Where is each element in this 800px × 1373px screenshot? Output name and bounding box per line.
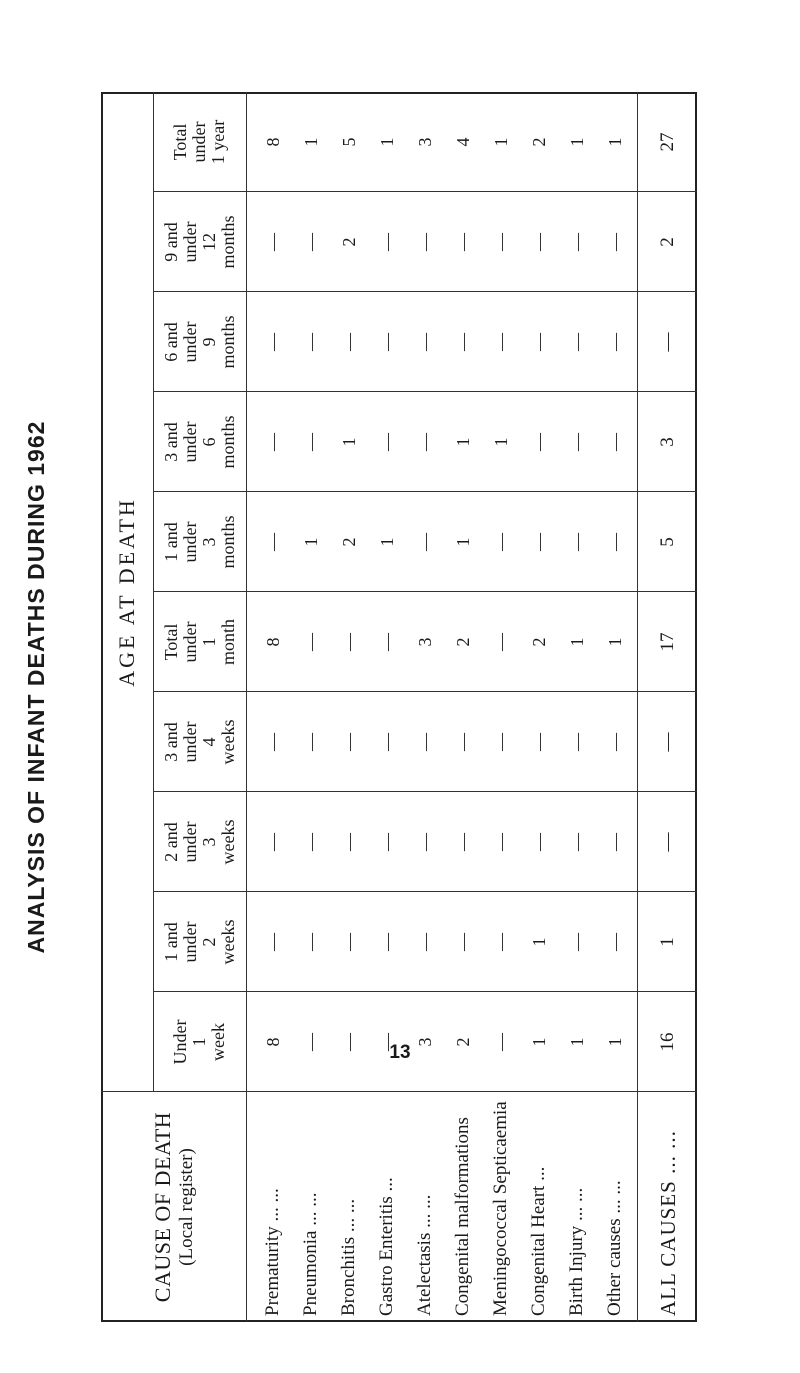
table-cell: — [452, 233, 473, 251]
table-cell: — [566, 333, 587, 351]
column-header-line: 3 [198, 537, 219, 547]
column-header-line: 3 and [160, 422, 181, 462]
table-cell: — [604, 533, 625, 551]
cause-label: Pneumonia ... ... [300, 1192, 321, 1316]
table-cell: — [376, 633, 397, 651]
table-cell: — [528, 533, 549, 551]
table-cell: 1 [452, 537, 473, 547]
table-cell: 1 [604, 1037, 625, 1047]
table-cell: — [528, 833, 549, 851]
table-cell: — [414, 933, 435, 951]
total-cell: 27 [657, 132, 678, 152]
page-number: 13 [389, 1042, 411, 1063]
table-cell: 1 [300, 537, 321, 547]
table-cell: 2 [338, 537, 359, 547]
table-cell: — [452, 333, 473, 351]
column-header-line: under [179, 221, 200, 263]
table-cell: — [490, 733, 511, 751]
cause-label: Birth Injury ... ... [566, 1187, 587, 1316]
table-cell: — [300, 333, 321, 351]
total-cell: 3 [657, 437, 678, 447]
column-header-line: 4 [198, 737, 219, 747]
cause-label: Bronchitis ... ... [338, 1198, 359, 1316]
column-header-line: under [189, 121, 209, 163]
table-cell: 2 [528, 137, 549, 147]
column-header-line: under [179, 321, 200, 363]
table-cell: 3 [414, 637, 435, 647]
table-cell: 1 [566, 137, 587, 147]
table-cell: — [452, 933, 473, 951]
total-cell: 2 [657, 237, 678, 247]
total-row-label: ALL CAUSES ... ... [656, 1130, 680, 1316]
table-cell: — [566, 433, 587, 451]
total-cell: — [657, 732, 678, 752]
table-cell: — [604, 433, 625, 451]
table-cell: — [604, 333, 625, 351]
table-cell: — [376, 433, 397, 451]
table-cell: — [490, 333, 511, 351]
cause-label: Congenital Heart ... [528, 1166, 549, 1316]
column-header [153, 192, 246, 292]
table-cell: — [528, 333, 549, 351]
table-cell: 1 [338, 437, 359, 447]
table-cell: — [604, 233, 625, 251]
table-cell: — [262, 333, 283, 351]
table-cell: 1 [300, 137, 321, 147]
column-header [153, 292, 246, 392]
column-header-line: 1 and [160, 522, 181, 562]
cause-label: Prematurity ... ... [262, 1188, 283, 1316]
column-header-line: under [179, 721, 200, 763]
table-cell: — [452, 733, 473, 751]
table-cell: 3 [414, 137, 435, 147]
cause-label: Atelectasis ... ... [414, 1194, 435, 1316]
table-cell: 3 [414, 1037, 435, 1047]
column-header-line: under [179, 621, 200, 663]
table-cell: 1 [376, 137, 397, 147]
column-header-line: months [217, 315, 238, 369]
table-cell: — [300, 433, 321, 451]
total-cell: 1 [657, 937, 678, 947]
table-cell: — [338, 1033, 359, 1051]
table-cell: — [376, 933, 397, 951]
column-header-line: weeks [217, 719, 238, 765]
table-cell: — [490, 633, 511, 651]
age-heading-rule [153, 92, 154, 1092]
column-header-line: 2 [198, 937, 219, 947]
column-header-line: 6 and [160, 322, 181, 362]
table-cell: — [604, 733, 625, 751]
column-header-line: Total [170, 123, 190, 161]
total-cell: 17 [657, 632, 678, 652]
infant-deaths-table [101, 92, 697, 1322]
total-cell: 16 [657, 1032, 678, 1052]
table-cell: — [300, 1033, 321, 1051]
table-cell: — [338, 933, 359, 951]
table-cell: — [414, 333, 435, 351]
table-cell: — [338, 733, 359, 751]
column-header-line: weeks [217, 919, 238, 965]
table-cell: — [376, 233, 397, 251]
column-header-line: week [208, 1023, 228, 1061]
cause-heading-title: CAUSE OF DEATH [149, 1111, 175, 1303]
table-cell: — [414, 433, 435, 451]
table-cell: — [490, 833, 511, 851]
cause-heading-subtitle: (Local register) [175, 1148, 197, 1266]
table-cell: 8 [262, 637, 283, 647]
column-header-line: under [179, 521, 200, 563]
table-cell: — [604, 833, 625, 851]
table-cell: — [566, 833, 587, 851]
column-header-line: Total [160, 623, 181, 661]
table-cell: — [414, 733, 435, 751]
total-cell: — [657, 832, 678, 852]
table-cell: — [414, 533, 435, 551]
table-cell: 1 [490, 137, 511, 147]
page-title: ANALYSIS OF INFANT DEATHS DURING 1962 [23, 420, 49, 954]
column-header [153, 392, 246, 492]
table-cell: 1 [566, 637, 587, 647]
table-cell: 1 [528, 1037, 549, 1047]
column-header-line: 1 [198, 637, 219, 647]
table-cell: — [490, 233, 511, 251]
table-cell: 1 [528, 937, 549, 947]
table-cell: — [414, 233, 435, 251]
table-cell: 2 [452, 1037, 473, 1047]
cause-heading [101, 1092, 246, 1322]
column-header-line: month [217, 619, 238, 666]
column-header [153, 492, 246, 592]
table-cell: 1 [452, 437, 473, 447]
table-cell: — [338, 833, 359, 851]
column-header [153, 592, 246, 692]
column-header [153, 692, 246, 792]
total-cell: 5 [657, 537, 678, 547]
table-cell: 1 [566, 1037, 587, 1047]
column-header-line: weeks [217, 819, 238, 865]
table-cell: — [338, 333, 359, 351]
table-cell: 1 [376, 537, 397, 547]
table-cell: — [262, 933, 283, 951]
column-header-line: months [217, 515, 238, 569]
table-cell: 1 [604, 137, 625, 147]
column-header-line: months [217, 415, 238, 469]
table-cell: — [528, 233, 549, 251]
table-cell: — [338, 633, 359, 651]
table-cell: 8 [262, 1037, 283, 1047]
table-cell: — [262, 533, 283, 551]
column-header-line: 3 [198, 837, 219, 847]
table-cell: 1 [604, 637, 625, 647]
column-header [153, 92, 246, 192]
cause-label: Meningococcal Septicaemia [490, 1101, 511, 1316]
column-header-line: 9 [198, 337, 219, 347]
table-cell: — [528, 433, 549, 451]
table-cell: — [262, 733, 283, 751]
column-header-line: 1 year [208, 119, 228, 165]
column-header-line: 12 [198, 233, 219, 251]
table-cell: 1 [490, 437, 511, 447]
table-cell: — [376, 733, 397, 751]
table-cell: — [376, 1033, 397, 1051]
total-cell: — [657, 332, 678, 352]
table-cell: — [604, 933, 625, 951]
table-cell: — [300, 633, 321, 651]
table-cell: — [566, 533, 587, 551]
table-cell: — [300, 733, 321, 751]
table-cell: — [262, 833, 283, 851]
table-cell: — [566, 233, 587, 251]
column-header-line: months [217, 215, 238, 269]
table-cell: 5 [338, 137, 359, 147]
table-cell: — [300, 933, 321, 951]
column-header-line: 2 and [160, 822, 181, 862]
column-header-line: 9 and [160, 222, 181, 262]
table-cell: 4 [452, 137, 473, 147]
column-header-line: 6 [198, 437, 219, 447]
column-header [153, 792, 246, 892]
table-cell: 2 [528, 637, 549, 647]
table-cell: — [300, 233, 321, 251]
column-header-line: under [179, 921, 200, 963]
table-cell: — [490, 933, 511, 951]
table-cell: — [490, 1033, 511, 1051]
header-rule [246, 92, 247, 1322]
table-cell: — [300, 833, 321, 851]
column-header-line: under [179, 421, 200, 463]
table-cell: 2 [338, 237, 359, 247]
table-cell: — [490, 533, 511, 551]
cause-label: Gastro Enteritis ... [376, 1177, 397, 1316]
age-heading: AGE AT DEATH [114, 497, 139, 687]
table-cell: — [566, 733, 587, 751]
table-cell: 8 [262, 137, 283, 147]
column-header-line: 1 and [160, 922, 181, 962]
table-cell: — [262, 433, 283, 451]
table-cell: — [452, 833, 473, 851]
cause-label: Other causes ... ... [604, 1180, 625, 1316]
column-header-line: Under [170, 1019, 190, 1065]
table-cell: — [528, 733, 549, 751]
cause-label: Congenital malformations [452, 1117, 473, 1316]
table-cell: — [414, 833, 435, 851]
column-header-line: 3 and [160, 722, 181, 762]
table-cell: — [376, 333, 397, 351]
table-cell: — [566, 933, 587, 951]
table-cell: 2 [452, 637, 473, 647]
table-cell: — [262, 233, 283, 251]
total-rule [637, 92, 638, 1322]
column-header [153, 892, 246, 992]
table-cell: — [376, 833, 397, 851]
column-header-line: 1 [189, 1037, 209, 1047]
column-header-line: under [179, 821, 200, 863]
